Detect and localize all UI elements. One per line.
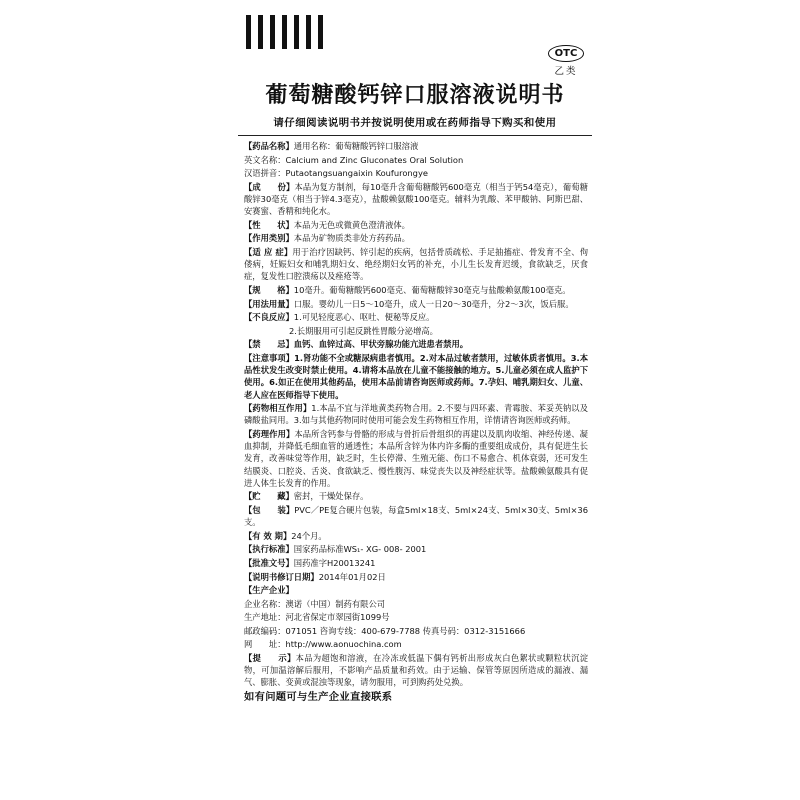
otc-class-label: 乙类 bbox=[554, 66, 578, 77]
section-adverse bbox=[244, 311, 588, 323]
section-label: 【禁 忌】 bbox=[244, 339, 294, 350]
section-text: 国药准字H20013241 bbox=[293, 557, 376, 568]
section-label: 【贮 藏】 bbox=[244, 491, 294, 502]
section-text: PVC／PE复合硬片包装，每盒5ml×18支、5ml×24支、5ml×30支、5ml×36支。 bbox=[244, 504, 588, 528]
contact-footer: 如有问题可与生产企业直接联系 bbox=[244, 690, 393, 703]
section-revision-date bbox=[244, 571, 588, 583]
section-label: 【包 装】 bbox=[244, 504, 295, 515]
section-text: 1.本品不宜与洋地黄类药物合用。2.不要与四环素、青霉胺、苯妥英钠以及磷酸盐同用。3.如与其他药物同时使用可能会发生药物相互作用，详情请咨询医师或药师。 bbox=[244, 403, 588, 426]
section-usage bbox=[244, 298, 588, 310]
section-drug-name bbox=[244, 140, 588, 152]
section-label: 【说明书修订日期】 bbox=[244, 571, 319, 582]
section-text: 本品为超饱和溶液，在冷冻或低温下偶有钙析出形成灰白色絮状或颗粒状沉淀物，可加温溶解后服用，不影响产品质量和药效。由于运输、保管等原因所造成的漏液、漏气、膨胀、变黄或混浊等现象，请勿服用，可到购药处兑换。 bbox=[244, 653, 588, 688]
manufacturer-website: 网 址：http://www.aonuochina.com bbox=[244, 639, 402, 650]
otc-mark bbox=[546, 41, 586, 77]
document-subtitle: 请仔细阅读说明书并按说明使用或在药师指导下购买和使用 bbox=[273, 117, 557, 129]
section-text: 本品为无色或微黄色澄清液体。 bbox=[293, 219, 410, 230]
section-label: 【成 份】 bbox=[244, 181, 295, 192]
barcode-graphic bbox=[246, 15, 326, 49]
section-text: 本品为矿物质类非处方药药品。 bbox=[293, 233, 410, 244]
manufacturer-name: 企业名称：澳诺（中国）制药有限公司 bbox=[244, 598, 386, 609]
section-label: 【提 示】 bbox=[244, 653, 296, 664]
section-caution bbox=[244, 352, 588, 401]
section-label: 【规 格】 bbox=[244, 284, 294, 295]
section-package bbox=[244, 504, 588, 528]
section-text: 血钙、血锌过高、甲状旁腺功能亢进患者禁用。 bbox=[293, 339, 469, 350]
section-text: 口服。婴幼儿一日5～10毫升，成人一日20～30毫升，分2～3次，饭后服。 bbox=[293, 298, 574, 309]
section-text: 用于治疗因缺钙、锌引起的疾病，包括骨质疏松、手足抽搐症、骨发育不全、佝偻病，妊娠妇女和哺乳期妇女、绝经期妇女钙的补充，小儿生长发育迟缓，食欲缺乏，厌食症，复发性口腔溃疡以及痤疮等。 bbox=[244, 246, 588, 282]
section-text: 24个月。 bbox=[291, 530, 327, 541]
section-label: 【性 状】 bbox=[244, 219, 294, 230]
section-text: 本品所含钙参与骨骼的形成与骨折后骨组织的再建以及肌肉收缩、神经传递、凝血抑制，并降低毛细血管的通透性；本品所含锌为体内许多酶的重要组成成份，具有促进生长发育，改善味觉等作用，缺乏时，生长停滞、生殖无能、伤口不易愈合、机体衰弱，还可发生结膜炎、口腔炎、舌炎、食欲缺乏、慢性腹泻、味觉丧失以及神经症状等。盐酸赖氨酸具有促进人体生长发育的作用。 bbox=[244, 428, 588, 488]
section-text: 10毫升。葡萄糖酸钙600毫克、葡萄糖酸锌30毫克与盐酸赖氨酸100毫克。 bbox=[293, 284, 571, 295]
section-indication bbox=[244, 246, 588, 283]
section-label: 【用法用量】 bbox=[244, 298, 294, 309]
english-name: 英文名称：Calcium and Zinc Gluconates Oral Solution bbox=[244, 154, 464, 165]
section-character bbox=[244, 219, 588, 231]
section-text: 1.肾功能不全或糖尿病患者慎用。2.对本品过敏者禁用，过敏体质者慎用。3.本品性状发生改变时禁止使用。4.请将本品放在儿童不能接触的地方。5.儿童必须在成人监护下使用。6.如正在使用其他药品，使用本品前请咨询医师或药师。7.孕妇、哺乳期妇女、儿童、老人应在医师指导下使用。 bbox=[244, 352, 588, 400]
section-specification bbox=[244, 284, 588, 296]
section-label: 【作用类别】 bbox=[244, 233, 294, 244]
section-text: 国家药品标准WS₁- XG- 008- 2001 bbox=[293, 544, 427, 555]
section-standard bbox=[244, 543, 588, 555]
section-contraindication bbox=[244, 338, 588, 350]
section-category bbox=[244, 232, 588, 244]
instruction-body bbox=[244, 140, 588, 703]
section-label: 【注意事项】 bbox=[244, 352, 295, 363]
section-label: 【批准文号】 bbox=[244, 557, 294, 568]
section-composition bbox=[244, 181, 588, 218]
header-divider bbox=[238, 135, 592, 136]
section-label: 【执行标准】 bbox=[244, 544, 294, 555]
adverse-item-1: 1.可见轻度恶心、呕吐、便秘等反应。 bbox=[293, 312, 435, 323]
section-text: 本品为复方制剂，每10毫升含葡萄糖酸钙600毫克（相当于钙54毫克），葡萄糖酸锌30毫克（相当于锌4.3毫克），盐酸赖氨酸100毫克。辅料为乳酸、苯甲酸钠、阿斯巴甜、安赛蜜、香精和纯化水。 bbox=[244, 181, 588, 217]
adverse-item-2: 2.长期服用可引起反跳性胃酸分泌增高。 bbox=[289, 325, 438, 336]
section-interaction bbox=[244, 402, 588, 426]
pinyin-name: 汉语拼音：Putaotangsuangaixin Koufurongye bbox=[244, 168, 428, 179]
manufacturer-contact: 邮政编码：071051 咨询专线：400-679-7788 传真号码：0312-3151666 bbox=[244, 625, 526, 636]
section-label: 【适 应 症】 bbox=[244, 246, 293, 257]
section-pharmacology bbox=[244, 428, 588, 489]
section-validity bbox=[244, 530, 588, 542]
section-storage bbox=[244, 490, 588, 502]
instruction-sheet bbox=[238, 0, 592, 800]
section-tip bbox=[244, 652, 588, 689]
section-approval bbox=[244, 557, 588, 569]
section-label: 【有 效 期】 bbox=[244, 530, 292, 541]
otc-badge: OTC bbox=[548, 45, 585, 62]
section-text: 2014年01月02日 bbox=[318, 571, 386, 582]
section-label: 【药物相互作用】 bbox=[244, 403, 312, 414]
manufacturer-address: 生产地址：河北省保定市翠园街1099号 bbox=[244, 612, 390, 623]
section-label: 【药品名称】 bbox=[244, 141, 294, 151]
section-label: 【不良反应】 bbox=[244, 312, 294, 323]
section-text: 密封，干燥处保存。 bbox=[293, 491, 369, 502]
generic-name: 通用名称：葡萄糖酸钙锌口服溶液 bbox=[293, 141, 419, 151]
document-title: 葡萄糖酸钙锌口服溶液说明书 bbox=[265, 83, 565, 108]
section-manufacturer-label: 【生产企业】 bbox=[244, 585, 294, 596]
section-label: 【药理作用】 bbox=[244, 428, 295, 439]
